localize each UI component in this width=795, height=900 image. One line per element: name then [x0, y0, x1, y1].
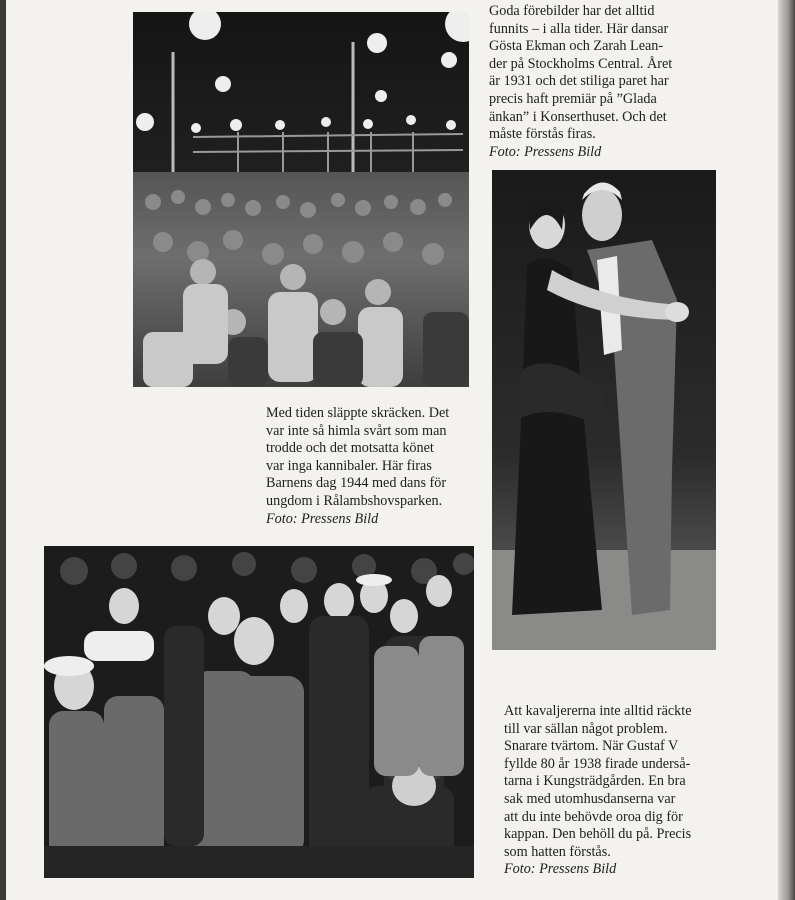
caption-line: Snarare tvärtom. När Gustaf V — [504, 738, 679, 755]
caption-line: precis haft premiär på ”Glada — [489, 90, 657, 107]
caption-line: ungdom i Rålambshovsparken. — [266, 492, 443, 509]
photo-credit: Foto: Pressens Bild — [504, 861, 617, 878]
photo-outdoor-dance-crowd — [133, 12, 469, 387]
book-spine — [778, 0, 795, 900]
caption-ekman-leander — [489, 3, 725, 161]
caption-barnens-dag — [266, 405, 481, 528]
photo-credit: Foto: Pressens Bild — [266, 510, 379, 527]
caption-line: tarna i Kungsträdgården. En bra — [504, 773, 686, 790]
caption-line: var inte så himla svårt som man — [266, 422, 447, 439]
caption-line: Goda förebilder har det alltid — [489, 3, 655, 19]
caption-line: Att kavaljererna inte alltid räckte — [504, 703, 692, 719]
caption-line: måste förstås firas. — [489, 126, 596, 143]
caption-line: Barnens dag 1944 med dans för — [266, 475, 447, 492]
caption-line: funnits – i alla tider. Här dansar — [489, 20, 669, 37]
caption-line: kappan. Den behöll du på. Precis — [504, 826, 692, 843]
photo-couple-dancing-1931 — [492, 170, 716, 650]
caption-line: änkan” i Konserthuset. Och det — [489, 108, 667, 125]
photo-credit: Foto: Pressens Bild — [489, 143, 602, 160]
caption-line: som hatten förstås. — [504, 843, 611, 860]
caption-line: Gösta Ekman och Zarah Lean- — [489, 38, 664, 55]
caption-gustaf-v — [504, 703, 740, 879]
caption-line: sak med utomhusdanserna var — [504, 790, 676, 807]
photo-kungstradgarden-1938 — [44, 546, 474, 878]
caption-line: der på Stockholms Central. Året — [489, 55, 673, 72]
caption-line: trodde och det motsatta könet — [266, 440, 434, 457]
caption-line: är 1931 och det stiliga paret har — [489, 73, 669, 90]
caption-line: till var sällan något problem. — [504, 720, 668, 737]
caption-line: Med tiden släppte skräcken. Det — [266, 405, 450, 421]
caption-line: var inga kannibaler. Här firas — [266, 457, 432, 474]
caption-line: fyllde 80 år 1938 firade underså- — [504, 755, 691, 772]
caption-line: att du inte behövde oroa dig för — [504, 808, 683, 825]
